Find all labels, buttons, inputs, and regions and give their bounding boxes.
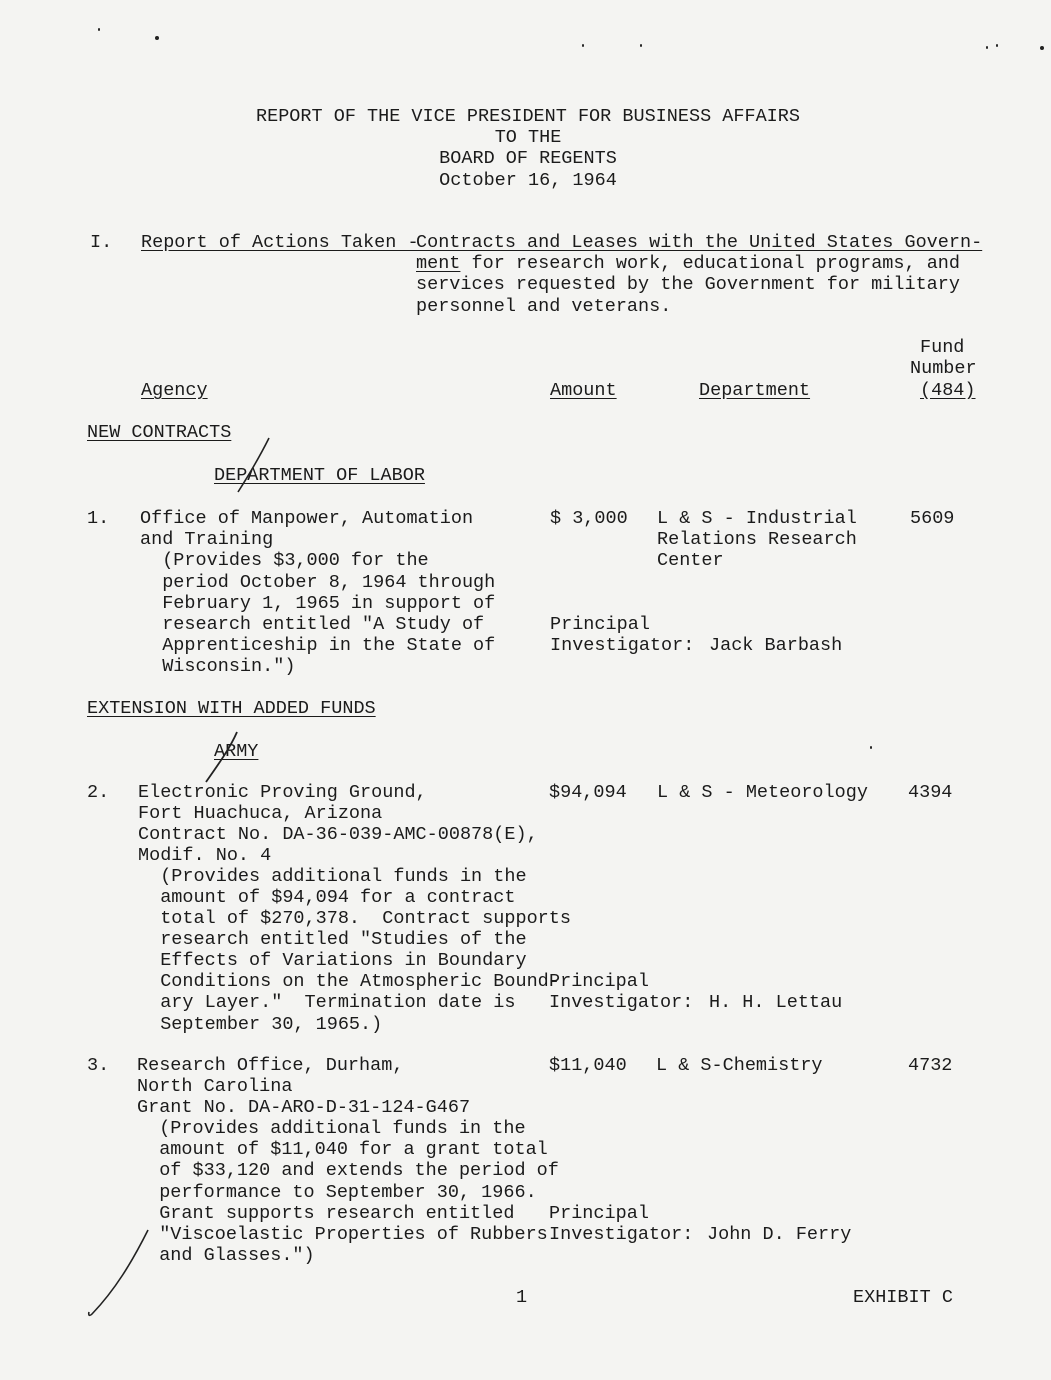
entry-line: September 30, 1965.) <box>138 1014 383 1035</box>
entry-line: Contract No. DA-36-039-AMC-00878(E), <box>138 824 538 845</box>
entry-amount: $11,040 <box>549 1055 627 1076</box>
column-amount: Amount <box>550 380 617 401</box>
entry-line: Office of Manpower, Automation <box>140 508 474 529</box>
entry-line: "Viscoelastic Properties of Rubbers <box>137 1224 548 1245</box>
pi-label: Investigator: <box>550 635 695 656</box>
scan-speck <box>155 36 159 40</box>
pi-name: John D. Ferry <box>707 1224 852 1245</box>
entry-number: 3. <box>87 1055 110 1076</box>
report-title-to: TO THE <box>494 127 562 148</box>
entry-line: and Glasses.") <box>137 1245 315 1266</box>
agency-department-of-labor: DEPARTMENT OF LABOR <box>214 465 425 486</box>
scan-speck <box>640 44 642 47</box>
entry-line: period October 8, 1964 through <box>140 572 496 593</box>
pi-name: H. H. Lettau <box>709 992 843 1013</box>
report-title: REPORT OF THE VICE PRESIDENT FOR BUSINESS AFFAIRS <box>256 106 800 127</box>
entry-fund-number: 4394 <box>908 782 953 803</box>
entry-fund-number: 5609 <box>910 508 955 529</box>
entry-department: L & S - Meteorology <box>657 782 868 803</box>
entry-line: performance to September 30, 1966. <box>137 1182 537 1203</box>
entry-line: ary Layer." Termination date is <box>138 992 516 1013</box>
section-label: Report of Actions Taken - <box>141 232 419 253</box>
entry-line: February 1, 1965 in support of <box>140 593 496 614</box>
section-desc-line: personnel and veterans. <box>416 296 672 317</box>
pi-label: Principal <box>549 971 649 992</box>
scan-speck <box>986 46 988 49</box>
group-new-contracts: NEW CONTRACTS <box>87 422 232 443</box>
column-department: Department <box>699 380 811 401</box>
entry-line: (Provides $3,000 for the <box>140 550 429 571</box>
column-fund-line: Fund <box>920 337 965 358</box>
entry-department: Center <box>657 550 724 571</box>
scan-speck <box>1040 46 1044 50</box>
entry-number: 2. <box>87 782 110 803</box>
entry-line: (Provides additional funds in the <box>138 866 527 887</box>
section-desc-line: Contracts and Leases with the United States Govern- <box>416 232 983 253</box>
entry-number: 1. <box>87 508 110 529</box>
entry-line: North Carolina <box>137 1076 293 1097</box>
column-agency: Agency <box>141 380 208 401</box>
entry-department: L & S - Industrial <box>657 508 857 529</box>
agency-army: ARMY <box>214 741 259 762</box>
entry-line: Apprenticeship in the State of <box>140 635 496 656</box>
entry-line: amount of $94,094 for a contract <box>138 887 516 908</box>
entry-line: and Training <box>140 529 274 550</box>
entry-line: Grant No. DA-ARO-D-31-124-G467 <box>137 1097 471 1118</box>
entry-line: Electronic Proving Ground, <box>138 782 427 803</box>
column-fund-number: (484) <box>920 380 976 401</box>
group-extension-added-funds: EXTENSION WITH ADDED FUNDS <box>87 698 376 719</box>
section-number: I. <box>90 232 113 253</box>
section-desc-line: services requested by the Government for military <box>416 274 960 295</box>
section-desc-line <box>416 253 960 274</box>
entry-line: Conditions on the Atmospheric Bound- <box>138 971 560 992</box>
scan-speck <box>98 28 100 31</box>
pi-label: Principal <box>550 614 650 635</box>
entry-line: Grant supports research entitled <box>137 1203 515 1224</box>
entry-line: total of $270,378. Contract supports <box>138 908 571 929</box>
entry-department: L & S-Chemistry <box>656 1055 823 1076</box>
entry-line: Modif. No. 4 <box>138 845 272 866</box>
entry-line: research entitled "A Study of <box>140 614 485 635</box>
entry-line: Fort Huachuca, Arizona <box>138 803 383 824</box>
entry-line: research entitled "Studies of the <box>138 929 527 950</box>
column-fund-line: Number <box>910 358 977 379</box>
entry-fund-number: 4732 <box>908 1055 953 1076</box>
exhibit-label: EXHIBIT C <box>853 1287 953 1308</box>
pi-name: Jack Barbash <box>709 635 843 656</box>
entry-line: Wisconsin.") <box>140 656 296 677</box>
report-date: October 16, 1964 <box>439 170 617 191</box>
pi-label: Investigator: <box>549 992 694 1013</box>
entry-amount: $ 3,000 <box>550 508 628 529</box>
section-desc-underlined: ment <box>416 253 461 274</box>
page-number: 1 <box>516 1287 528 1308</box>
scan-speck <box>996 44 998 47</box>
entry-line: Research Office, Durham, <box>137 1055 404 1076</box>
scan-speck <box>870 746 872 749</box>
report-title-board: BOARD OF REGENTS <box>439 148 617 169</box>
section-desc-rest: for research work, educational programs, and <box>460 253 961 274</box>
pi-label: Principal <box>549 1203 649 1224</box>
pi-label: Investigator: <box>549 1224 694 1245</box>
entry-line: (Provides additional funds in the <box>137 1118 526 1139</box>
entry-line: of $33,120 and extends the period of <box>137 1160 559 1181</box>
entry-line: Effects of Variations in Boundary <box>138 950 527 971</box>
entry-amount: $94,094 <box>549 782 627 803</box>
entry-line: amount of $11,040 for a grant total <box>137 1139 548 1160</box>
entry-department: Relations Research <box>657 529 857 550</box>
scan-speck <box>582 44 584 47</box>
